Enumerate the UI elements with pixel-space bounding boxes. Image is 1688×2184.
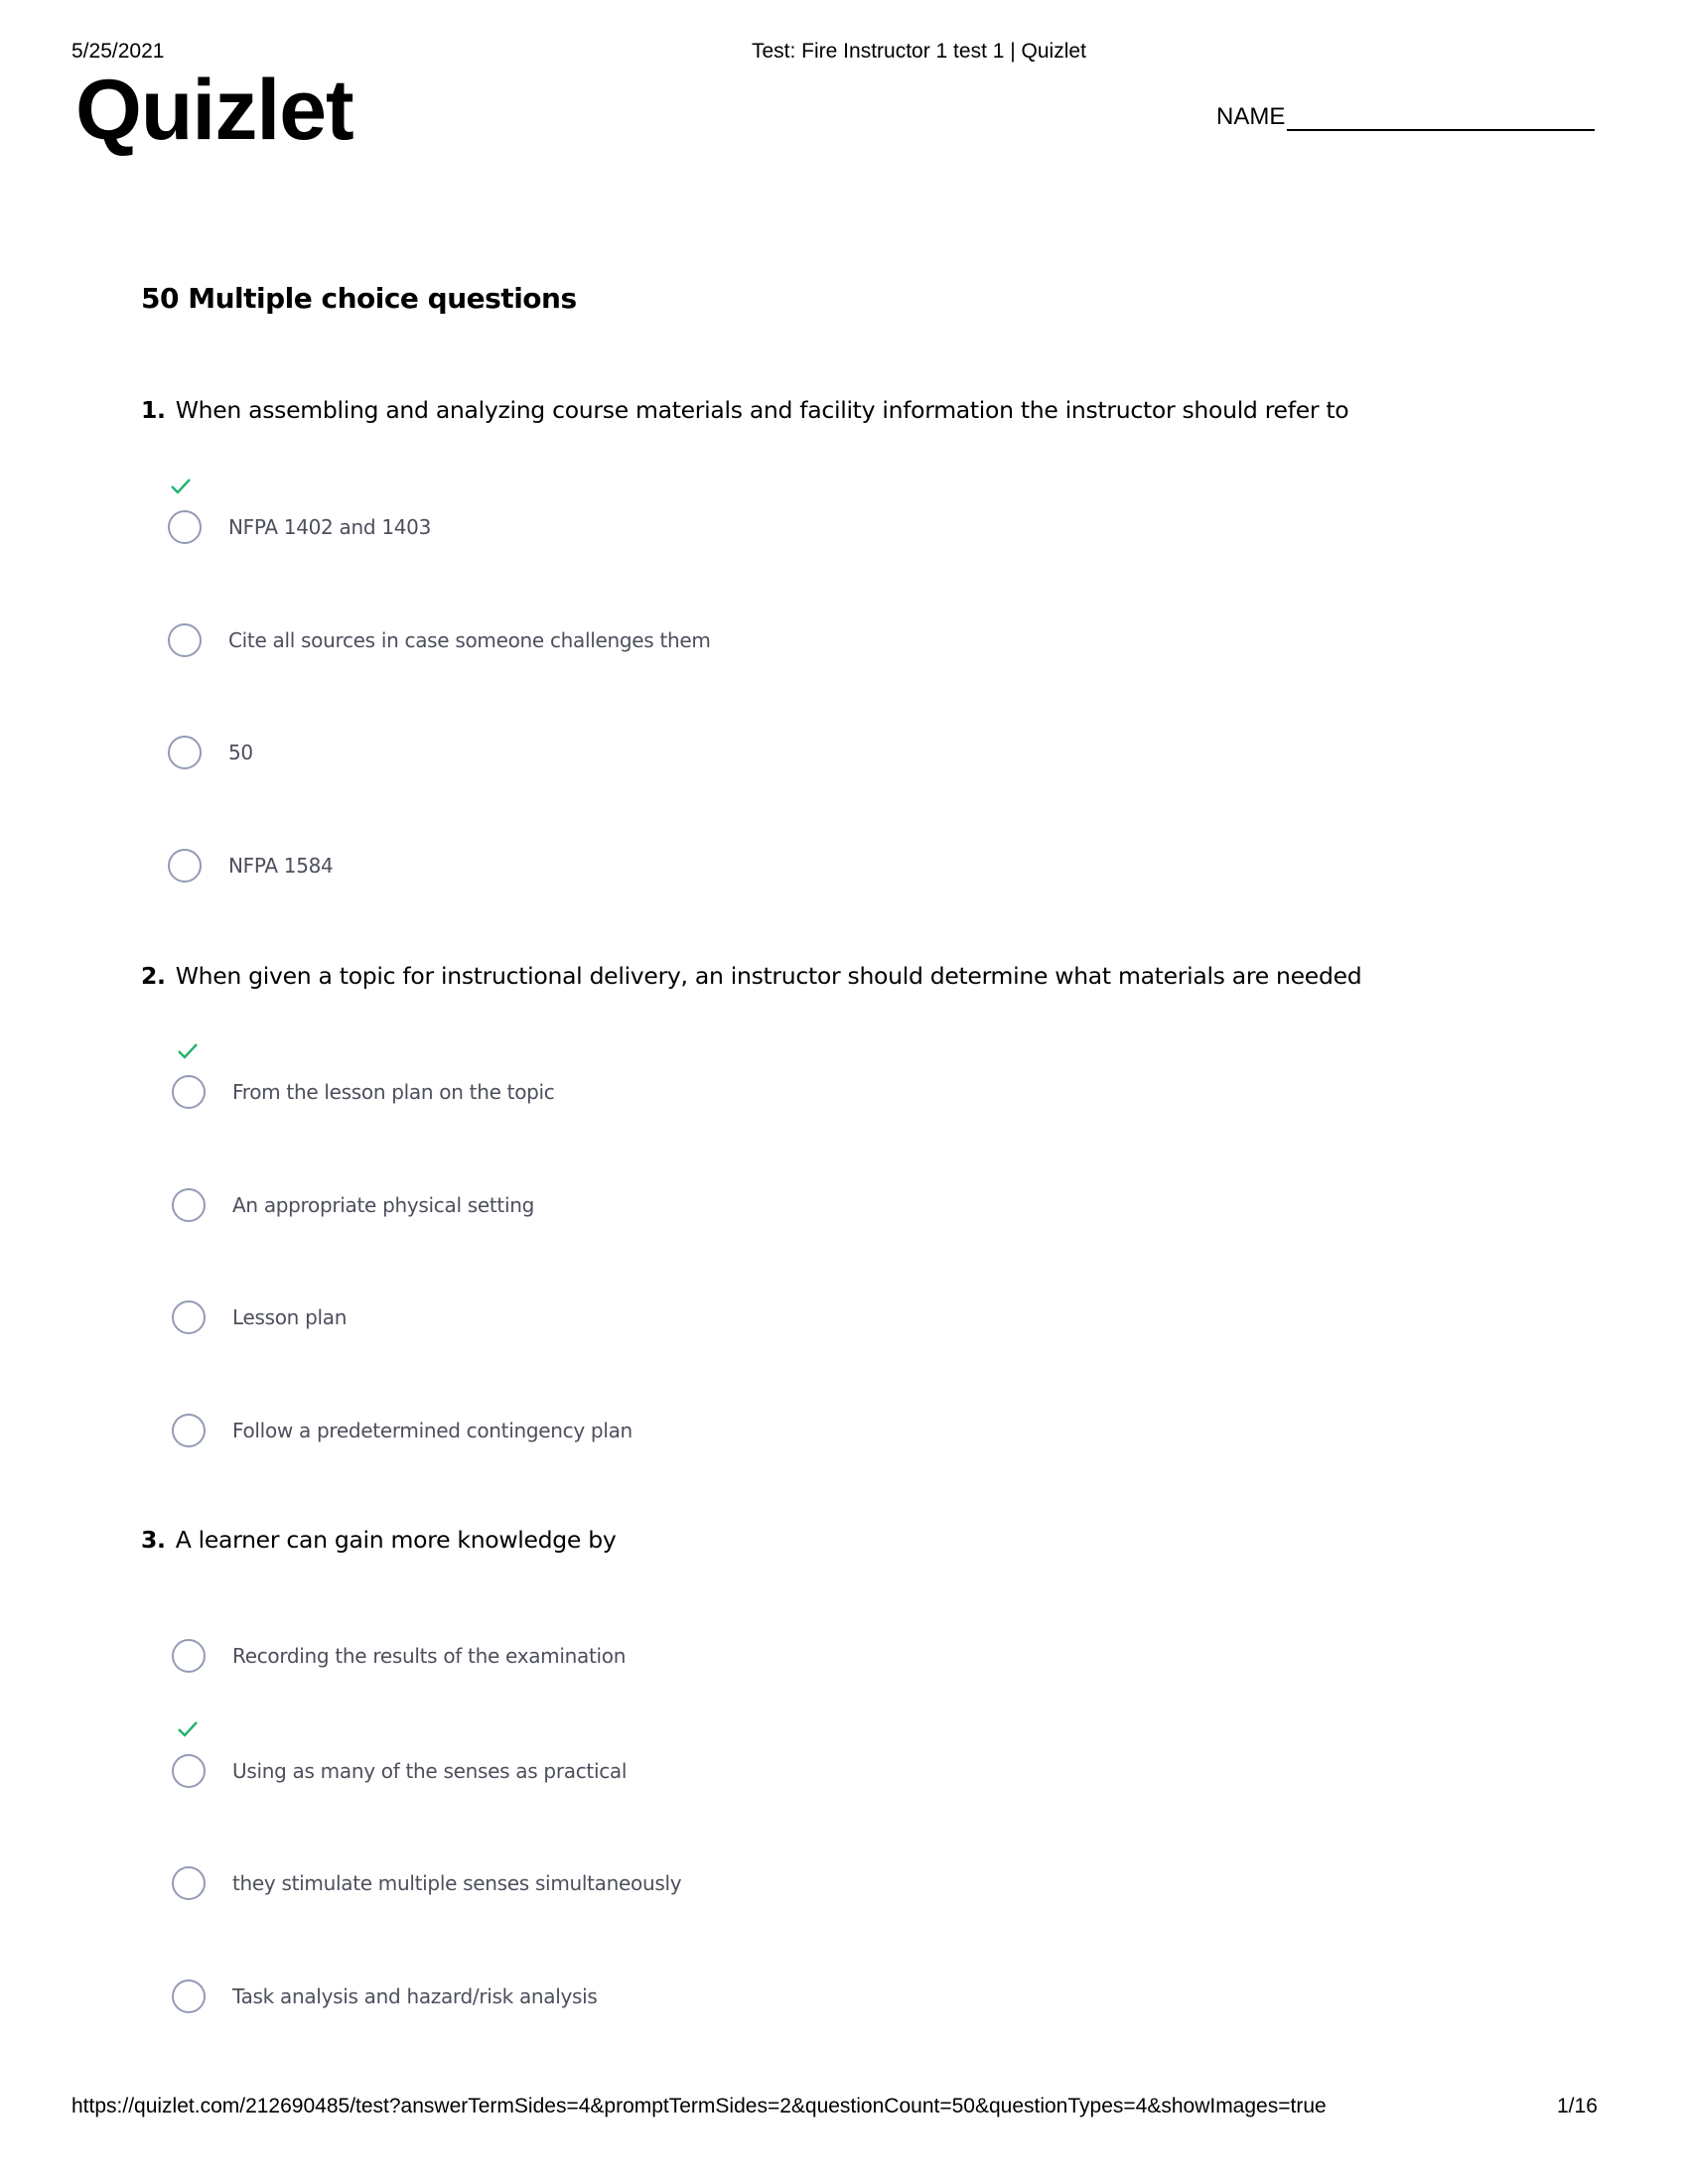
print-footer-url: https://quizlet.com/212690485/test?answerTermSides=4&promptTermSides=2&questionCount=50&questionTypes=4&showImages=true: [71, 2095, 1327, 2117]
radio-button[interactable]: [168, 623, 202, 657]
option-label: An appropriate physical setting: [232, 1193, 535, 1217]
print-page-number: 1/16: [1557, 2095, 1598, 2117]
answer-option[interactable]: [172, 1297, 347, 1337]
radio-button[interactable]: [172, 1188, 206, 1222]
answer-option[interactable]: [172, 1977, 598, 2016]
answer-option[interactable]: [172, 1863, 681, 1903]
answer-option[interactable]: [168, 507, 431, 547]
question-number: 2.: [141, 962, 166, 990]
name-blank-line: [1287, 103, 1595, 131]
question-1: [141, 396, 1348, 424]
question-number: 1.: [141, 396, 166, 424]
answer-option[interactable]: [172, 1636, 626, 1676]
answer-option[interactable]: [168, 733, 253, 772]
name-field: [1216, 103, 1595, 131]
question-3: [141, 1526, 616, 1554]
radio-button[interactable]: [172, 1414, 206, 1447]
answer-option[interactable]: [172, 1072, 554, 1112]
option-label: Recording the results of the examination: [232, 1644, 627, 1668]
radio-button[interactable]: [168, 736, 202, 769]
question-2: [141, 962, 1361, 990]
name-label: NAME: [1216, 103, 1286, 130]
radio-button[interactable]: [172, 1300, 206, 1334]
radio-button[interactable]: [172, 1075, 206, 1109]
print-date: 5/25/2021: [71, 40, 165, 63]
option-label: Using as many of the senses as practical: [232, 1759, 628, 1783]
question-prompt: A learner can gain more knowledge by: [175, 1526, 617, 1554]
answer-option[interactable]: [168, 620, 711, 660]
test-heading: 50 Multiple choice questions: [141, 282, 577, 315]
radio-button[interactable]: [172, 1979, 206, 2013]
answer-option[interactable]: [172, 1751, 627, 1791]
option-label: NFPA 1584: [228, 854, 334, 878]
option-label: Cite all sources in case someone challenges them: [228, 628, 711, 652]
radio-button[interactable]: [168, 510, 202, 544]
option-label: Task analysis and hazard/risk analysis: [232, 1984, 598, 2008]
option-label: Follow a predetermined contingency plan: [232, 1419, 633, 1442]
option-label: From the lesson plan on the topic: [232, 1080, 555, 1104]
option-label: they stimulate multiple senses simultaneously: [232, 1871, 682, 1895]
question-prompt: When assembling and analyzing course materials and facility information the instructor should refer to: [175, 396, 1349, 424]
radio-button[interactable]: [172, 1866, 206, 1900]
option-label: 50: [228, 741, 253, 764]
quizlet-logo: Quizlet: [75, 63, 353, 158]
option-label: NFPA 1402 and 1403: [228, 515, 432, 539]
correct-check-icon: [177, 1042, 199, 1060]
radio-button[interactable]: [172, 1754, 206, 1788]
correct-check-icon: [177, 1720, 199, 1738]
correct-check-icon: [170, 478, 192, 495]
print-page-title: Test: Fire Instructor 1 test 1 | Quizlet: [752, 40, 1086, 63]
option-label: Lesson plan: [232, 1305, 348, 1329]
answer-option[interactable]: [168, 846, 333, 886]
radio-button[interactable]: [168, 849, 202, 883]
answer-option[interactable]: [172, 1411, 633, 1450]
question-number: 3.: [141, 1526, 166, 1554]
answer-option[interactable]: [172, 1185, 534, 1225]
question-prompt: When given a topic for instructional delivery, an instructor should determine what materials are needed: [175, 962, 1362, 990]
radio-button[interactable]: [172, 1639, 206, 1673]
